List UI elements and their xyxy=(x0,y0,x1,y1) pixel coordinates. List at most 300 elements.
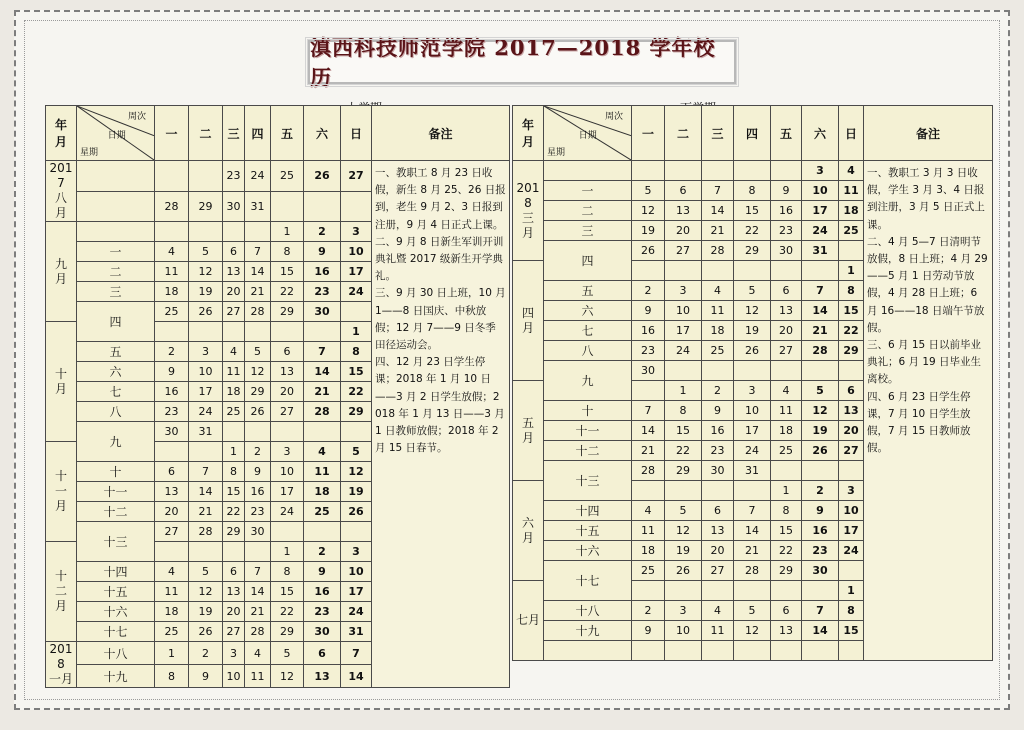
week-number: 二 xyxy=(77,262,155,282)
date-cell: 29 xyxy=(271,622,304,642)
date-cell: 3 xyxy=(189,342,223,362)
header-notes: 备注 xyxy=(372,106,510,161)
date-cell xyxy=(245,322,271,342)
date-cell: 26 xyxy=(341,502,372,522)
date-cell xyxy=(734,161,771,181)
date-cell: 4 xyxy=(702,281,734,301)
date-cell: 10 xyxy=(271,462,304,482)
date-cell: 11 xyxy=(155,582,189,602)
date-cell: 1 xyxy=(223,442,245,462)
date-cell xyxy=(839,241,864,261)
date-cell: 3 xyxy=(271,442,304,462)
date-cell: 7 xyxy=(189,462,223,482)
date-cell: 9 xyxy=(245,462,271,482)
week-number xyxy=(77,222,155,242)
date-cell xyxy=(341,422,372,442)
header-row xyxy=(513,106,993,161)
date-cell: 29 xyxy=(271,302,304,322)
date-cell: 12 xyxy=(189,582,223,602)
header-day: 三 xyxy=(223,106,245,161)
corner-date-label: 日期 xyxy=(107,131,126,141)
date-cell xyxy=(665,641,702,661)
date-cell xyxy=(802,361,839,381)
date-cell xyxy=(839,641,864,661)
date-cell: 22 xyxy=(341,382,372,402)
date-cell: 31 xyxy=(189,422,223,442)
date-cell: 1 xyxy=(665,381,702,401)
date-cell: 15 xyxy=(771,521,802,541)
date-cell: 10 xyxy=(341,242,372,262)
date-cell xyxy=(702,161,734,181)
month-label: 七月 xyxy=(513,581,544,661)
date-cell: 23 xyxy=(802,541,839,561)
header-day: 二 xyxy=(665,106,702,161)
header-month: 年 月 xyxy=(46,106,77,161)
date-cell: 30 xyxy=(155,422,189,442)
date-cell: 10 xyxy=(734,401,771,421)
date-cell: 22 xyxy=(665,441,702,461)
date-cell: 30 xyxy=(304,622,341,642)
date-cell: 26 xyxy=(245,402,271,422)
note-item: 一、教职工 3 月 3 日收假，学生 3 月 3、4 日报到注册，3 月 5 日正式上课。 xyxy=(867,167,985,231)
date-cell: 23 xyxy=(702,441,734,461)
date-cell: 17 xyxy=(839,521,864,541)
date-cell: 4 xyxy=(155,562,189,582)
note-item: 四、12 月 23 日学生停课；2018 年 1 月 10 日——3 月 2 日学生放假；2018 年 1 月 13 日——3 月 1 日教师放假；2018 年 2 月 15 日春节。 xyxy=(375,356,505,455)
date-cell: 2 xyxy=(802,481,839,501)
date-cell: 14 xyxy=(189,482,223,502)
month-label: 九 月 xyxy=(46,222,77,322)
date-cell: 27 xyxy=(271,402,304,422)
calendar-page xyxy=(14,10,1010,710)
date-cell xyxy=(155,442,189,462)
note-item: 二、9 月 8 日新生军训开训典礼暨 2017 级新生开学典礼。 xyxy=(375,235,504,283)
date-cell xyxy=(771,261,802,281)
date-cell: 2 xyxy=(632,281,665,301)
date-cell: 14 xyxy=(802,621,839,641)
date-cell: 2 xyxy=(155,342,189,362)
note-item: 三、9 月 30 日上班，10 月 1——8 日国庆、中秋放假；12 月 7——9 日冬季田径运动会。 xyxy=(375,287,506,352)
date-cell: 12 xyxy=(271,665,304,688)
date-cell xyxy=(189,322,223,342)
date-cell: 27 xyxy=(341,161,372,192)
date-cell: 10 xyxy=(665,301,702,321)
date-cell: 31 xyxy=(734,461,771,481)
date-cell xyxy=(771,361,802,381)
week-number: 十六 xyxy=(77,602,155,622)
week-number: 四 xyxy=(77,302,155,342)
week-number: 十九 xyxy=(77,665,155,688)
date-cell xyxy=(304,322,341,342)
date-cell: 29 xyxy=(189,191,223,222)
date-cell: 15 xyxy=(734,201,771,221)
week-number: 八 xyxy=(544,341,632,361)
date-cell: 26 xyxy=(632,241,665,261)
date-cell: 27 xyxy=(771,341,802,361)
date-cell: 19 xyxy=(341,482,372,502)
date-cell: 25 xyxy=(223,402,245,422)
date-cell: 2 xyxy=(189,642,223,665)
date-cell xyxy=(341,302,372,322)
week-number: 四 xyxy=(544,241,632,281)
date-cell: 16 xyxy=(771,201,802,221)
date-cell: 21 xyxy=(734,541,771,561)
date-cell: 24 xyxy=(839,541,864,561)
date-cell: 2 xyxy=(304,222,341,242)
date-cell: 13 xyxy=(771,301,802,321)
date-cell: 9 xyxy=(155,362,189,382)
date-cell: 6 xyxy=(223,242,245,262)
date-cell: 27 xyxy=(665,241,702,261)
week-number: 十二 xyxy=(544,441,632,461)
date-cell: 15 xyxy=(839,301,864,321)
date-cell: 19 xyxy=(189,602,223,622)
date-cell xyxy=(223,542,245,562)
date-cell xyxy=(223,222,245,242)
date-cell: 18 xyxy=(155,602,189,622)
week-number xyxy=(77,191,155,222)
date-cell: 12 xyxy=(665,521,702,541)
month-label: 六 月 xyxy=(513,481,544,581)
week-number: 七 xyxy=(544,321,632,341)
second-semester-table xyxy=(512,105,993,661)
date-cell xyxy=(802,641,839,661)
month-label: 十 一 月 xyxy=(46,442,77,542)
date-cell: 28 xyxy=(702,241,734,261)
corner-week-label: 周次 xyxy=(127,112,146,122)
date-cell: 20 xyxy=(771,321,802,341)
date-cell: 21 xyxy=(245,602,271,622)
date-cell xyxy=(189,442,223,462)
date-cell: 22 xyxy=(223,502,245,522)
month-label: 2018 一月 xyxy=(46,642,77,688)
date-cell: 6 xyxy=(771,601,802,621)
date-cell: 21 xyxy=(702,221,734,241)
date-cell xyxy=(223,322,245,342)
date-cell: 17 xyxy=(802,201,839,221)
date-cell: 7 xyxy=(702,181,734,201)
date-cell: 26 xyxy=(802,441,839,461)
date-cell xyxy=(632,481,665,501)
date-cell: 23 xyxy=(304,602,341,622)
week-number: 十三 xyxy=(77,522,155,562)
date-cell xyxy=(734,361,771,381)
date-cell: 26 xyxy=(734,341,771,361)
date-cell: 2 xyxy=(304,542,341,562)
date-cell: 9 xyxy=(632,621,665,641)
date-cell: 4 xyxy=(304,442,341,462)
week-number: 九 xyxy=(77,422,155,462)
date-cell xyxy=(702,481,734,501)
date-cell: 12 xyxy=(802,401,839,421)
date-cell: 1 xyxy=(839,581,864,601)
date-cell: 13 xyxy=(304,665,341,688)
header-corner xyxy=(544,106,632,161)
date-cell: 20 xyxy=(665,221,702,241)
date-cell: 27 xyxy=(702,561,734,581)
date-cell xyxy=(223,422,245,442)
month-label: 四 月 xyxy=(513,261,544,381)
header-day: 二 xyxy=(189,106,223,161)
date-cell: 7 xyxy=(802,281,839,301)
date-cell xyxy=(632,261,665,281)
date-cell: 8 xyxy=(155,665,189,688)
date-cell: 13 xyxy=(271,362,304,382)
date-cell: 5 xyxy=(245,342,271,362)
date-cell: 22 xyxy=(734,221,771,241)
date-cell: 17 xyxy=(271,482,304,502)
date-cell: 4 xyxy=(245,642,271,665)
date-cell: 10 xyxy=(189,362,223,382)
date-cell: 15 xyxy=(341,362,372,382)
date-cell: 14 xyxy=(245,262,271,282)
date-cell: 22 xyxy=(839,321,864,341)
date-cell: 18 xyxy=(304,482,341,502)
header-day: 四 xyxy=(245,106,271,161)
date-cell xyxy=(245,222,271,242)
date-cell xyxy=(702,361,734,381)
date-cell xyxy=(245,542,271,562)
date-cell: 27 xyxy=(223,622,245,642)
date-cell: 30 xyxy=(304,302,341,322)
date-cell xyxy=(702,581,734,601)
date-cell: 8 xyxy=(223,462,245,482)
header-day: 五 xyxy=(271,106,304,161)
date-cell: 26 xyxy=(665,561,702,581)
date-cell: 16 xyxy=(304,262,341,282)
date-cell xyxy=(189,222,223,242)
notes-cell xyxy=(372,161,510,688)
date-cell xyxy=(304,422,341,442)
date-cell: 30 xyxy=(702,461,734,481)
date-cell: 16 xyxy=(702,421,734,441)
date-cell xyxy=(734,581,771,601)
week-number: 十七 xyxy=(544,561,632,601)
date-cell: 17 xyxy=(341,262,372,282)
date-cell: 14 xyxy=(245,582,271,602)
date-cell: 13 xyxy=(223,582,245,602)
date-cell: 16 xyxy=(155,382,189,402)
date-cell: 7 xyxy=(245,242,271,262)
date-cell: 28 xyxy=(802,341,839,361)
date-cell: 2 xyxy=(632,601,665,621)
week-number: 十七 xyxy=(77,622,155,642)
date-cell: 25 xyxy=(304,502,341,522)
date-cell: 6 xyxy=(771,281,802,301)
date-cell: 15 xyxy=(271,262,304,282)
date-cell: 21 xyxy=(632,441,665,461)
month-label: 五 月 xyxy=(513,381,544,481)
date-cell: 8 xyxy=(271,242,304,262)
date-cell: 1 xyxy=(771,481,802,501)
date-cell: 18 xyxy=(702,321,734,341)
date-cell: 1 xyxy=(271,542,304,562)
week-number: 十一 xyxy=(77,482,155,502)
date-cell: 7 xyxy=(734,501,771,521)
date-cell: 26 xyxy=(189,302,223,322)
date-cell: 9 xyxy=(702,401,734,421)
week-number: 十九 xyxy=(544,621,632,641)
date-cell: 7 xyxy=(632,401,665,421)
date-cell: 3 xyxy=(223,642,245,665)
date-cell: 4 xyxy=(155,242,189,262)
date-cell xyxy=(702,261,734,281)
week-number: 十一 xyxy=(544,421,632,441)
date-cell: 28 xyxy=(245,622,271,642)
calendar-row xyxy=(46,161,510,192)
note-item: 四、6 月 23 日学生停课，7 月 10 日学生放假，7 月 15 日教师放假。 xyxy=(867,390,971,455)
date-cell: 29 xyxy=(771,561,802,581)
date-cell: 16 xyxy=(632,321,665,341)
date-cell: 30 xyxy=(632,361,665,381)
date-cell: 9 xyxy=(304,562,341,582)
week-number xyxy=(544,161,632,181)
date-cell: 24 xyxy=(245,161,271,192)
date-cell: 6 xyxy=(702,501,734,521)
date-cell: 3 xyxy=(665,281,702,301)
date-cell: 4 xyxy=(771,381,802,401)
date-cell: 21 xyxy=(304,382,341,402)
date-cell xyxy=(632,581,665,601)
date-cell xyxy=(271,322,304,342)
date-cell: 18 xyxy=(771,421,802,441)
date-cell: 31 xyxy=(802,241,839,261)
date-cell: 23 xyxy=(155,402,189,422)
date-cell: 15 xyxy=(665,421,702,441)
date-cell: 9 xyxy=(632,301,665,321)
date-cell: 23 xyxy=(771,221,802,241)
date-cell xyxy=(734,641,771,661)
date-cell: 10 xyxy=(341,562,372,582)
date-cell: 4 xyxy=(223,342,245,362)
date-cell: 28 xyxy=(632,461,665,481)
date-cell xyxy=(771,641,802,661)
date-cell: 16 xyxy=(802,521,839,541)
date-cell: 5 xyxy=(341,442,372,462)
week-number: 十五 xyxy=(77,582,155,602)
date-cell: 5 xyxy=(734,601,771,621)
date-cell: 1 xyxy=(271,222,304,242)
date-cell xyxy=(155,542,189,562)
date-cell: 1 xyxy=(341,322,372,342)
date-cell: 5 xyxy=(632,181,665,201)
date-cell: 8 xyxy=(734,181,771,201)
date-cell: 25 xyxy=(155,622,189,642)
month-label: 十 月 xyxy=(46,322,77,442)
week-number xyxy=(77,161,155,192)
date-cell xyxy=(632,641,665,661)
note-item: 二、4 月 5—7 日清明节放假，8 日上班；4 月 29——5 月 1 日劳动节放假，4 月 28 日上班；6 月 16——18 日端午节放假。 xyxy=(867,235,988,334)
date-cell xyxy=(304,191,341,222)
date-cell: 6 xyxy=(665,181,702,201)
date-cell: 20 xyxy=(839,421,864,441)
header-day: 五 xyxy=(771,106,802,161)
date-cell xyxy=(245,422,271,442)
date-cell: 10 xyxy=(665,621,702,641)
date-cell: 19 xyxy=(734,321,771,341)
date-cell: 24 xyxy=(734,441,771,461)
date-cell: 11 xyxy=(155,262,189,282)
note-item: 三、6 月 15 日以前毕业典礼；6 月 19 日毕业生离校。 xyxy=(867,339,982,386)
date-cell: 21 xyxy=(802,321,839,341)
date-cell: 18 xyxy=(632,541,665,561)
date-cell: 25 xyxy=(702,341,734,361)
date-cell: 22 xyxy=(271,602,304,622)
date-cell: 24 xyxy=(189,402,223,422)
date-cell: 5 xyxy=(665,501,702,521)
date-cell: 6 xyxy=(155,462,189,482)
week-number: 十八 xyxy=(544,601,632,621)
page-title: 滇西科技师范学院 2017—2018 学年校历 xyxy=(308,40,736,84)
date-cell: 25 xyxy=(155,302,189,322)
date-cell: 8 xyxy=(665,401,702,421)
date-cell: 17 xyxy=(734,421,771,441)
date-cell: 11 xyxy=(223,362,245,382)
date-cell xyxy=(665,161,702,181)
corner-weekday-label: 星期 xyxy=(547,148,566,158)
week-number: 八 xyxy=(77,402,155,422)
corner-date-label: 日期 xyxy=(578,131,597,141)
header-day: 日 xyxy=(839,106,864,161)
date-cell: 9 xyxy=(802,501,839,521)
date-cell: 11 xyxy=(245,665,271,688)
date-cell: 24 xyxy=(665,341,702,361)
date-cell: 22 xyxy=(771,541,802,561)
date-cell: 26 xyxy=(189,622,223,642)
date-cell: 24 xyxy=(271,502,304,522)
date-cell: 28 xyxy=(245,302,271,322)
date-cell: 23 xyxy=(223,161,245,192)
date-cell: 13 xyxy=(839,401,864,421)
date-cell: 6 xyxy=(839,381,864,401)
date-cell: 11 xyxy=(702,301,734,321)
date-cell xyxy=(632,161,665,181)
week-number: 五 xyxy=(77,342,155,362)
date-cell: 13 xyxy=(702,521,734,541)
week-number: 九 xyxy=(544,361,632,401)
date-cell: 4 xyxy=(632,501,665,521)
date-cell: 7 xyxy=(245,562,271,582)
header-notes: 备注 xyxy=(864,106,993,161)
date-cell: 21 xyxy=(245,282,271,302)
date-cell: 19 xyxy=(632,221,665,241)
week-number: 一 xyxy=(77,242,155,262)
date-cell: 31 xyxy=(341,622,372,642)
date-cell: 13 xyxy=(771,621,802,641)
notes-cell xyxy=(864,161,993,661)
date-cell: 20 xyxy=(223,602,245,622)
date-cell: 14 xyxy=(341,665,372,688)
date-cell: 15 xyxy=(271,582,304,602)
week-number: 十四 xyxy=(77,562,155,582)
date-cell: 29 xyxy=(839,341,864,361)
date-cell: 11 xyxy=(702,621,734,641)
week-number: 二 xyxy=(544,201,632,221)
date-cell xyxy=(665,581,702,601)
date-cell: 10 xyxy=(802,181,839,201)
date-cell: 29 xyxy=(341,402,372,422)
date-cell: 11 xyxy=(839,181,864,201)
date-cell: 27 xyxy=(839,441,864,461)
date-cell: 28 xyxy=(304,402,341,422)
date-cell: 28 xyxy=(734,561,771,581)
date-cell xyxy=(271,191,304,222)
date-cell: 12 xyxy=(189,262,223,282)
date-cell: 8 xyxy=(839,281,864,301)
date-cell xyxy=(771,161,802,181)
date-cell xyxy=(155,222,189,242)
date-cell: 18 xyxy=(223,382,245,402)
